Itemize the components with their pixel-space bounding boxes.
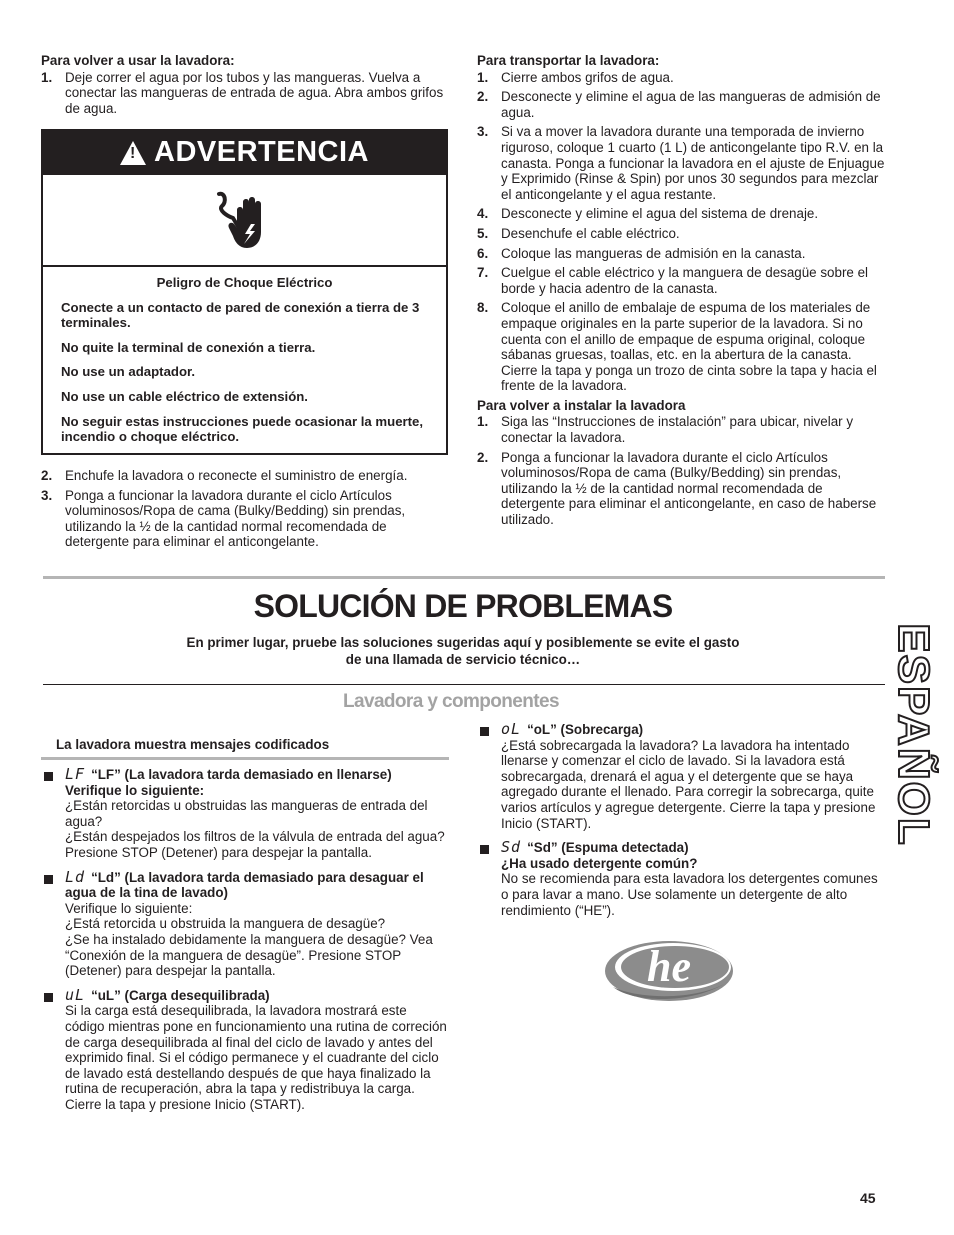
code-item (41, 867, 449, 979)
step-text: Cuelgue el cable eléctrico y la manguera de desagüe sobre el borde y hacia adentro de la canasta. (501, 265, 868, 296)
step-text: Cierre ambos grifos de agua. (501, 69, 674, 85)
square-bullet-icon (44, 875, 53, 884)
he-logo-icon (603, 937, 735, 1009)
warning-header (43, 131, 446, 175)
step-text: Ponga a funcionar la lavadora durante el ciclo Artículos voluminosos/Ropa de cama (Bulky/Bedding) sin prendas, utilizando la ½ de la cantidad normal recomendada de detergente para eliminar el anticongelante. (65, 487, 406, 550)
step-number: 4. (477, 206, 489, 222)
code-text: ¿Está retorcida u obstruida la manguera de desagüe? (65, 916, 386, 932)
list-item (41, 488, 449, 550)
list-item (477, 206, 887, 222)
square-bullet-icon (44, 993, 53, 1002)
section-heading: Para volver a instalar la lavadora (477, 397, 686, 413)
step-text: Enchufe la lavadora o reconecte el suministro de energía. (65, 468, 408, 483)
list-item (477, 124, 887, 202)
list-item (477, 70, 887, 86)
step-text: Coloque las mangueras de admisión en la canasta. (501, 245, 806, 261)
step-list (477, 70, 887, 394)
warning-line: No use un cable eléctrico de extensión. (61, 388, 308, 404)
step-number: 5. (477, 225, 489, 241)
code-heading: “Ld” (La lavadora tarda demasiado para desaguar el agua de la tina de lavado) (65, 869, 424, 901)
list-item (477, 246, 887, 262)
code-heading: “Sd” (Espuma detectada) (527, 840, 689, 856)
subsection-title: Lavadora y componentes (343, 691, 559, 712)
page-title: SOLUCIÓN DE PROBLEMAS (253, 588, 673, 624)
step-number: 1. (41, 69, 53, 85)
list-item (41, 70, 449, 117)
section-divider (43, 576, 885, 579)
step-number: 3. (477, 124, 489, 140)
code-text: ¿Están retorcidas u obstruidas las mangueras de entrada del agua? (65, 798, 428, 829)
step-number: 3. (41, 487, 53, 503)
warning-body (43, 267, 446, 445)
code-list-left (41, 767, 449, 1121)
section-heading: Para volver a usar la lavadora: (41, 53, 235, 68)
code-text: ¿Está sobrecargada la lavadora? La lavadora ha intentado llenarse y comenzar el ciclo de lavado. Si la lavadora está sobrecargada, drenará el agua y el detergente que se haya agregado durante el llenado. Para corregir la sobrecarga, quite varios artículos y agregue detergente. Cierre la tapa y presione Inicio (START). (501, 737, 876, 831)
list-item (477, 226, 887, 242)
step-text: Desconecte y elimine el agua de las mangueras de admisión de agua. (501, 89, 881, 120)
warning-line: Conecte a un contacto de pared de conexión a tierra de 3 terminales. (61, 299, 420, 331)
list-item (477, 265, 887, 296)
step-text: Desconecte y elimine el agua del sistema de drenaje. (501, 206, 819, 222)
section-divider (43, 684, 885, 685)
left-column-top (41, 53, 449, 120)
left-column-bottom (41, 468, 449, 554)
step-text: Ponga a funcionar la lavadora durante el ciclo Artículos voluminosos/Ropa de cama (Bulky/Bedding) sin prendas, utilizando la ½ de la cantidad normal recomendada de detergente para eliminar el anticongelante, en caso de haberse utilizado. (501, 449, 877, 528)
codes-heading: La lavadora muestra mensajes codificados (41, 731, 449, 760)
step-text: Si va a mover la lavadora durante una temporada de invierno riguroso, coloque 1 cuarto (1 L) de anticongelante tipo R.V. en la canasta. Ponga a funcionar la lavadora en el ajuste de Enjuague y Exprimido (Rinse & Spin) por unos 30 segundos para mezclar el anticongelante y el agua restante. (501, 124, 885, 202)
warning-line: No seguir estas instrucciones puede ocasionar la muerte, incendio o choque eléctrico. (61, 413, 424, 445)
display-code-icon: Sd (501, 838, 522, 857)
list-item (477, 89, 887, 120)
code-heading: “oL” (Sobrecarga) (527, 722, 644, 737)
code-text: Verifique lo siguiente: (65, 900, 193, 916)
display-code-icon: uL (65, 985, 86, 1004)
he-logo-text: he (647, 942, 691, 991)
step-list (41, 468, 449, 550)
step-number: 6. (477, 245, 489, 261)
step-number: 2. (41, 468, 53, 483)
intro-text: En primer lugar, pruebe las soluciones sugeridas aquí y posiblemente se evite el gasto de una llamada de servicio técnico… (186, 635, 740, 667)
code-heading: “uL” (Carga desequilibrada) (91, 987, 270, 1003)
code-heading: “LF” (La lavadora tarda demasiado en llenarse) (91, 767, 392, 782)
square-bullet-icon (44, 772, 53, 781)
code-text: Si la carga está desequilibrada, la lavadora mostrará este código mientras pone en funcionamiento una rutina de correción de carga desequilibrada al final del ciclo de lavado y antes del exprimido final. Si el código permanece y el cuadrante del ciclo de lavado está destellando después de que haya finalizado la rutina de recuperación, abra la tapa y redistribuya la carga. Cierre la tapa y presione Inicio (START). (65, 1003, 447, 1112)
step-number: 8. (477, 300, 489, 316)
step-text: Desenchufe el cable eléctrico. (501, 225, 680, 241)
code-subheading: ¿Ha usado detergente común? (501, 855, 698, 871)
page-number: 45 (860, 1190, 876, 1206)
step-number: 7. (477, 265, 489, 281)
step-list (41, 70, 449, 117)
step-list (477, 414, 887, 527)
code-item (477, 840, 887, 918)
square-bullet-icon (480, 845, 489, 854)
code-list-right (477, 722, 887, 927)
step-text: Siga las “Instrucciones de instalación” para ubicar, nivelar y conectar la lavadora. (501, 414, 854, 446)
step-number: 2. (477, 89, 489, 105)
code-subheading: Verifique lo siguiente: (65, 782, 205, 798)
step-number: 1. (477, 414, 489, 430)
step-text: Coloque el anillo de embalaje de espuma de los materiales de empaque originales en la parte superior de la lavadora. Si no cuenta con el anillo de empaque de espuma original, coloque sábanas gruesas, toallas, etc. en la abertura de la canasta. Cierre la tapa y ponga un trozo de cinta sobre la tapa y hacia el frente de la lavadora. (501, 300, 877, 394)
square-bullet-icon (480, 727, 489, 736)
display-code-icon: LF (65, 765, 86, 783)
display-code-icon: oL (501, 720, 522, 738)
warning-box (41, 129, 448, 455)
list-item (477, 414, 887, 445)
code-text: Presione STOP (Detener) para despejar la pantalla. (65, 844, 372, 860)
list-item (41, 468, 449, 484)
section-heading: Para transportar la lavadora: (477, 53, 660, 68)
code-item (41, 767, 449, 861)
code-item (41, 985, 449, 1113)
step-number: 2. (477, 449, 489, 465)
code-text: ¿Están despejados los filtros de la válvula de entrada del agua? (65, 829, 445, 845)
language-tab: ESPAÑOL (888, 623, 938, 847)
warning-line: No quite la terminal de conexión a tierra. (61, 339, 316, 355)
hazard-title: Peligro de Choque Eléctrico (156, 275, 333, 290)
right-column-top (477, 53, 887, 532)
list-item (477, 300, 887, 394)
warning-title: ADVERTENCIA (154, 136, 369, 169)
code-item (477, 722, 887, 831)
warning-triangle-icon: ! (120, 141, 146, 165)
code-text: ¿Se ha instalado debidamente la manguera de desagüe? Vea “Conexión de la manguera de desagüe”. Presione STOP (Detener) para despejar la pantalla. (65, 931, 433, 979)
list-item (477, 450, 887, 528)
step-number: 1. (477, 69, 489, 85)
warning-lines (61, 300, 428, 445)
warning-line: No use un adaptador. (61, 364, 196, 380)
code-text: No se recomienda para esta lavadora los detergentes comunes o para lavar a mano. Use solamente un detergente de alto rendimiento (“HE”). (501, 871, 878, 918)
step-text: Deje correr el agua por los tubos y las mangueras. Vuelva a conectar las mangueras de entrada de agua. Abra ambos grifos de agua. (65, 69, 444, 116)
electric-shock-hand-icon (43, 175, 446, 267)
display-code-icon: Ld (65, 867, 86, 886)
